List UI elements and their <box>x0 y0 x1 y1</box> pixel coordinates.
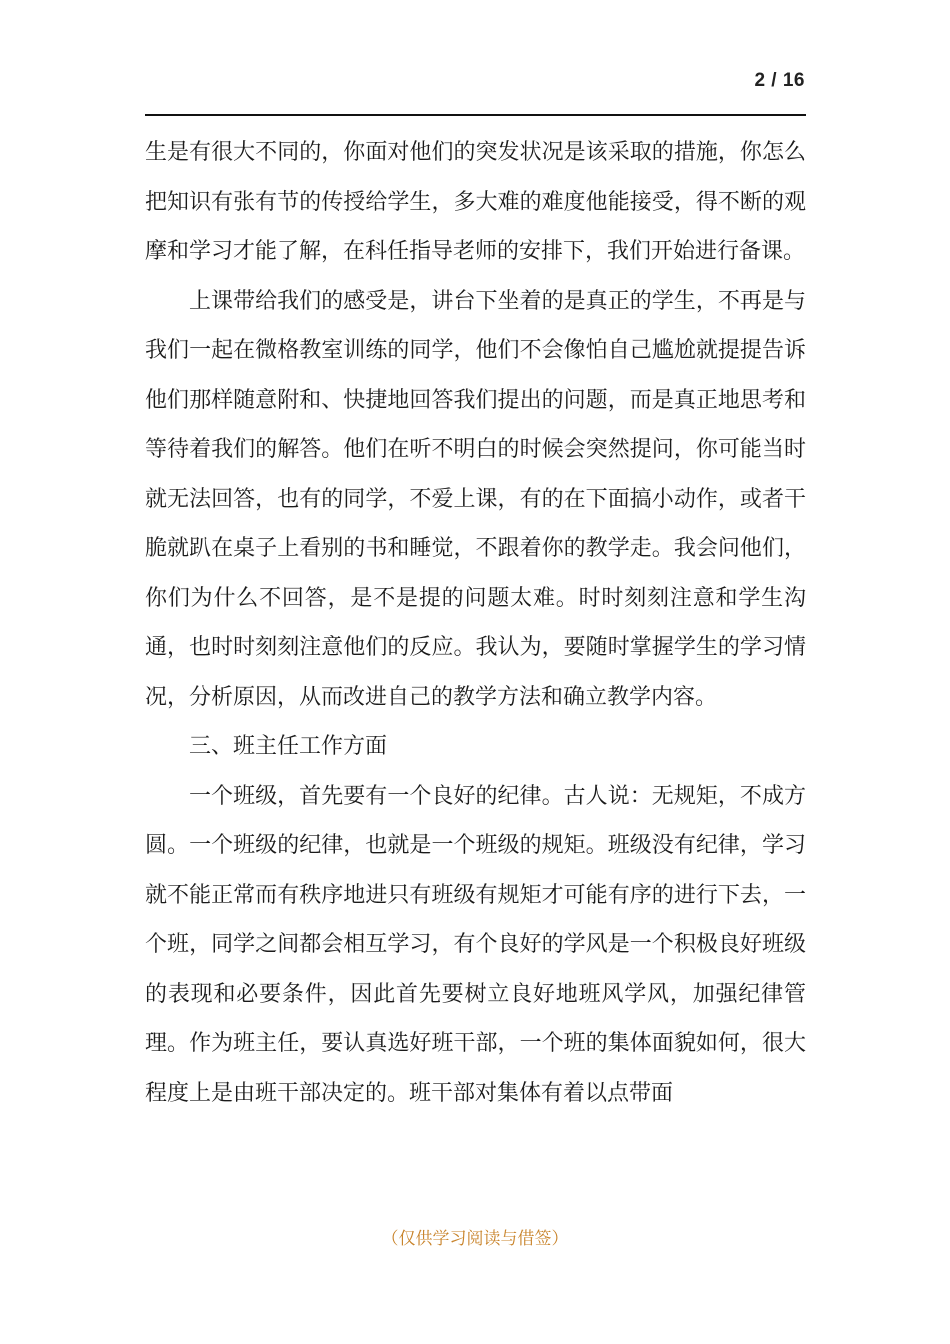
header-divider <box>145 114 806 116</box>
paragraph-continuation: 生是有很大不同的，你面对他们的突发状况是该采取的措施，你怎么把知识有张有节的传授给学生，多大难的难度他能接受，得不断的观摩和学习才能了解，在科任指导老师的安排下，我们开始进行备课。 <box>145 140 806 264</box>
footer-note: （仅供学习阅读与借签） <box>381 1229 569 1249</box>
paragraph-class-experience: 上课带给我们的感受是，讲台下坐着的是真正的学生，不再是与我们一起在微格教室训练的同学，他们不会像怕自己尴尬就提提告诉他们那样随意附和、快捷地回答我们提出的问题，而是真正地思考和等待着我们的解答。他们在听不明白的时候会突然提问，你可能当时就无法回答，也有的同学，不爱上课，有的在下面搞小动作，或者干脆就趴在桌子上看别的书和睡觉，不跟着你的教学走。我会问他们，你们为什么不回答，是不是提的问题太难。时时刻刻注意和学生沟通，也时时刻刻注意他们的反应。我认为，要随时掌握学生的学习情况，分析原因，从而改进自己的教学方法和确立教学内容。 <box>145 288 806 710</box>
document-body <box>145 128 806 1118</box>
page-number: 2 / 16 <box>754 70 805 91</box>
paragraph-class-discipline: 一个班级，首先要有一个良好的纪律。古人说：无规矩，不成方圆。一个班级的纪律，也就是一个班级的规矩。班级没有纪律，学习就不能正常而有秩序地进只有班级有规矩才可能有序的进行下去，一个班，同学之间都会相互学习，有个良好的学风是一个积极良好班级的表现和必要条件，因此首先要树立良好地班风学风，加强纪律管理。作为班主任，要认真选好班干部，一个班的集体面貌如何，很大程度上是由班干部决定的。班干部对集体有着以点带面 <box>145 783 806 1106</box>
section-heading-class-teacher: 三、班主任工作方面 <box>189 734 388 759</box>
